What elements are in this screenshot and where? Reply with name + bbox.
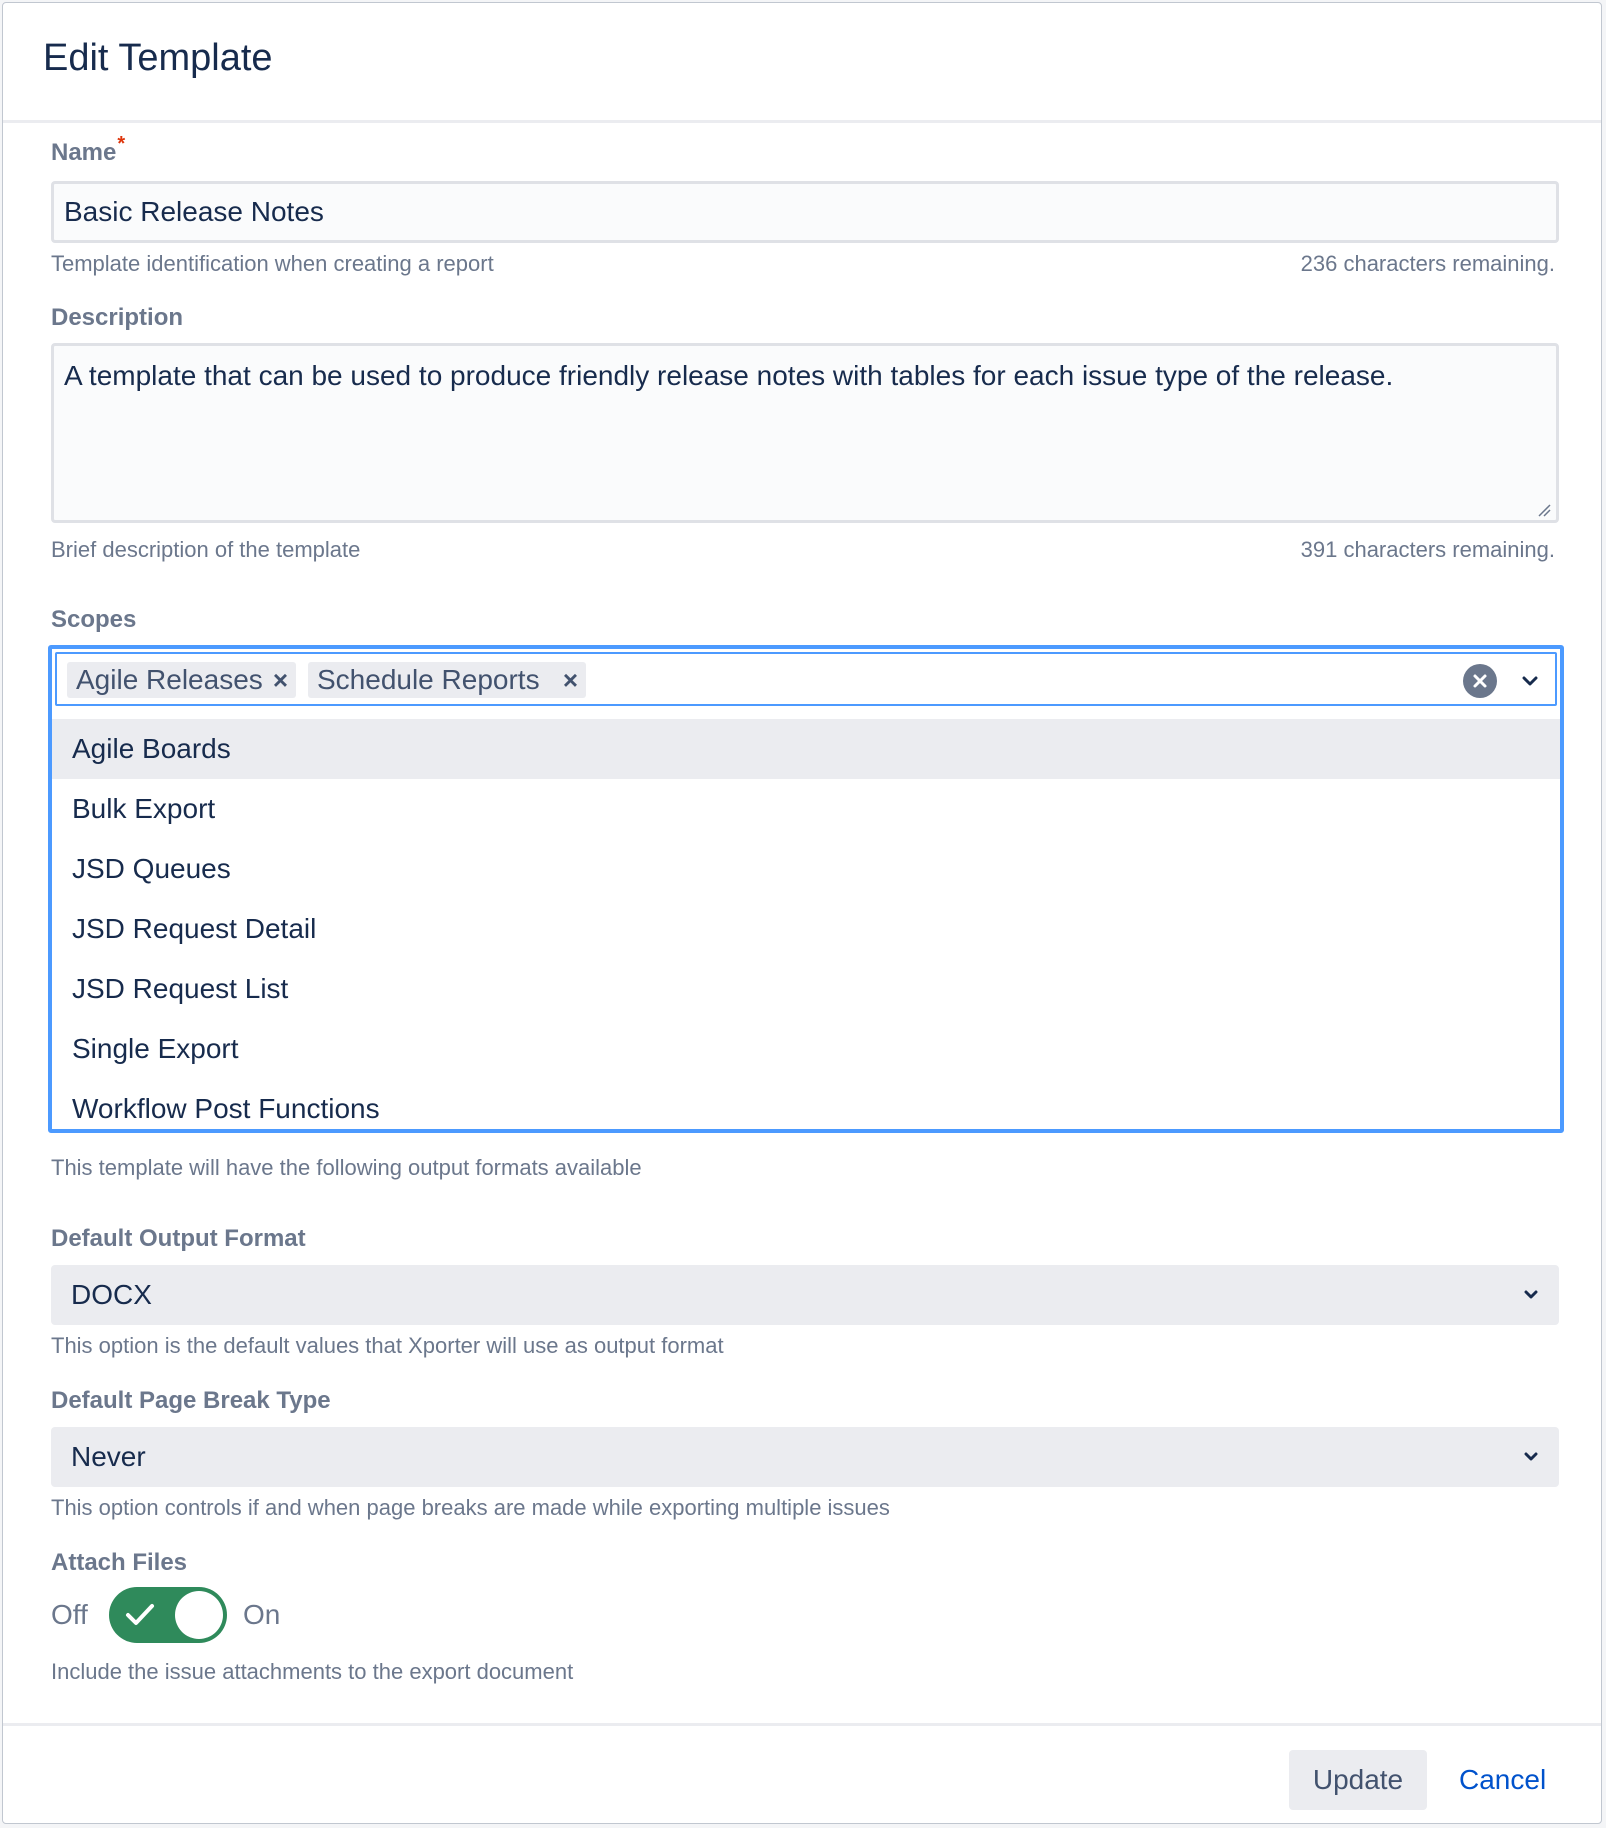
scopes-label: Scopes: [51, 606, 137, 633]
chevron-down-icon[interactable]: [1515, 666, 1545, 696]
cancel-button[interactable]: Cancel: [1451, 1750, 1554, 1810]
scope-option-workflow-post-functions[interactable]: Workflow Post Functions: [72, 1093, 380, 1124]
name-label: [51, 133, 126, 167]
attach-files-help-text: Include the issue attachments to the export document: [51, 1659, 574, 1684]
scopes-multiselect[interactable]: [48, 645, 1564, 1133]
check-icon: [125, 1601, 155, 1629]
page-break-help-text: This option controls if and when page breaks are made while exporting multiple issues: [51, 1495, 890, 1520]
edit-template-dialog: [2, 2, 1602, 1824]
dialog-footer: [3, 1723, 1601, 1824]
close-icon[interactable]: ×: [562, 665, 578, 695]
scope-option-jsd-queues[interactable]: JSD Queues: [72, 853, 231, 884]
description-help-text: Brief description of the template: [51, 537, 361, 562]
resize-grip-icon[interactable]: [1537, 503, 1551, 517]
scope-option-jsd-request-detail[interactable]: JSD Request Detail: [72, 913, 317, 944]
dialog-header: [3, 3, 1601, 123]
description-textarea[interactable]: [51, 343, 1559, 523]
output-format-label: Default Output Format: [51, 1225, 306, 1252]
attach-files-toggle[interactable]: [109, 1587, 227, 1643]
update-button[interactable]: Update: [1289, 1750, 1427, 1810]
scopes-control[interactable]: [55, 652, 1557, 706]
toggle-knob: [175, 1591, 223, 1639]
name-char-counter: 236 characters remaining.: [1300, 251, 1555, 276]
scope-option-single-export[interactable]: Single Export: [72, 1033, 239, 1064]
page-break-label: Default Page Break Type: [51, 1387, 331, 1414]
name-help-text: Template identification when creating a report: [51, 251, 494, 276]
close-icon[interactable]: ×: [272, 665, 288, 695]
page-break-value: Never: [71, 1441, 146, 1472]
chevron-down-icon: [1517, 1281, 1545, 1309]
description-label: Description: [51, 304, 184, 331]
dialog-title: Edit Template: [43, 37, 273, 79]
scope-option-jsd-request-list[interactable]: JSD Request List: [72, 973, 289, 1004]
scope-tag-agile-releases: [67, 662, 296, 698]
name-input[interactable]: [51, 181, 1559, 243]
output-format-value: DOCX: [71, 1279, 152, 1310]
scopes-help-text: This template will have the following output formats available: [51, 1155, 642, 1180]
description-char-counter: 391 characters remaining.: [1300, 537, 1555, 562]
toggle-off-label: Off: [51, 1599, 88, 1630]
scopes-options-menu: [52, 719, 1560, 1129]
output-format-select[interactable]: [51, 1265, 1559, 1325]
chevron-down-icon: [1517, 1443, 1545, 1471]
scope-tag-schedule-reports: [308, 662, 586, 698]
clear-icon[interactable]: [1463, 664, 1497, 698]
scope-tag-label: Schedule Reports: [317, 664, 540, 695]
toggle-on-label: On: [243, 1599, 281, 1630]
scope-tag-label: Agile Releases: [76, 664, 263, 695]
clear-x-glyph: [1471, 672, 1489, 690]
output-format-help-text: This option is the default values that Xporter will use as output format: [51, 1333, 724, 1358]
scope-option-bulk-export[interactable]: Bulk Export: [72, 793, 216, 824]
attach-files-label: Attach Files: [51, 1549, 188, 1576]
required-mark: *: [117, 133, 126, 155]
scope-option-agile-boards[interactable]: Agile Boards: [52, 719, 1560, 779]
name-label-text: Name: [51, 139, 117, 166]
page-break-select[interactable]: [51, 1427, 1559, 1487]
